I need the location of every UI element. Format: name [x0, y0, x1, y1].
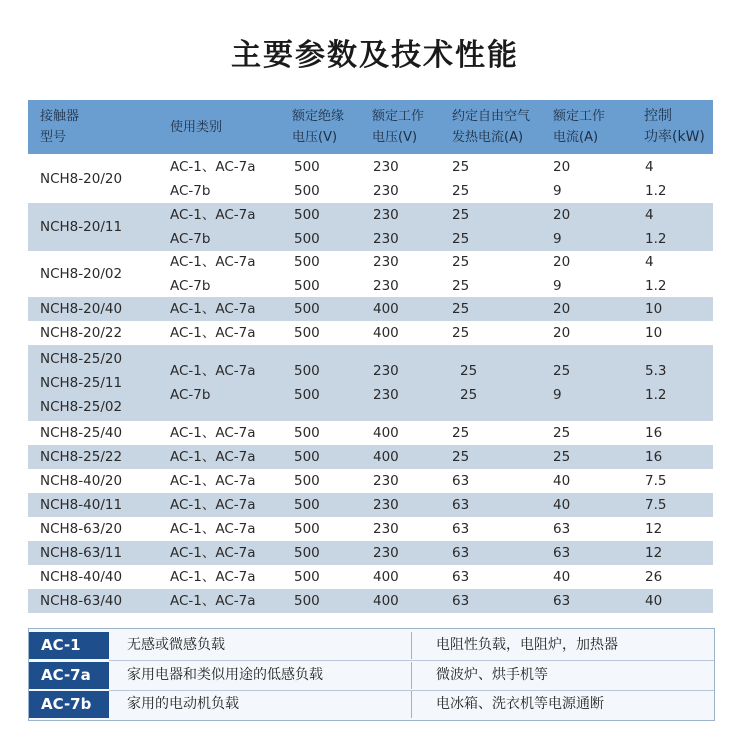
cell-working-voltage: 230 — [373, 497, 399, 513]
cell-working-voltage: 230 — [373, 387, 399, 403]
cell-thermal-current: 25 — [452, 301, 470, 317]
cell-working-current: 9 — [553, 387, 562, 403]
cell-model: NCH8-25/20 — [40, 351, 123, 367]
cell-thermal-current: 25 — [452, 325, 470, 341]
cell-working-current: 25 — [553, 425, 571, 441]
cell-category: AC-1、AC-7a — [170, 325, 256, 341]
table-row — [28, 541, 713, 565]
cell-power: 7.5 — [645, 497, 667, 513]
cell-model: NCH8-25/22 — [40, 449, 123, 465]
table-row — [28, 155, 713, 203]
category-legend — [28, 628, 715, 721]
legend-row — [29, 662, 714, 689]
cell-working-voltage: 400 — [373, 449, 399, 465]
legend-application: 电阻性负载，电阻炉，加热器 — [411, 632, 714, 659]
legend-application: 电冰箱、洗衣机等电源通断 — [411, 691, 714, 718]
table-row — [28, 445, 713, 469]
cell-working-voltage: 230 — [373, 159, 399, 175]
cell-insulation-voltage: 500 — [294, 569, 320, 585]
cell-thermal-current: 25 — [452, 278, 470, 294]
cell-thermal-current: 25 — [452, 254, 470, 270]
table-row — [28, 321, 713, 345]
cell-model: NCH8-25/40 — [40, 425, 123, 441]
cell-category: AC-1、AC-7a — [170, 569, 256, 585]
cell-category: AC-1、AC-7a — [170, 545, 256, 561]
cell-power: 16 — [645, 425, 663, 441]
cell-model: NCH8-40/20 — [40, 473, 123, 489]
cell-power: 1.2 — [645, 387, 667, 403]
cell-working-current: 25 — [553, 363, 571, 379]
cell-working-current: 25 — [553, 449, 571, 465]
header-insulation-voltage: 额定绝缘 电压(V) — [292, 109, 345, 145]
cell-thermal-current: 63 — [452, 569, 470, 585]
cell-insulation-voltage: 500 — [294, 207, 320, 223]
cell-thermal-current: 63 — [452, 545, 470, 561]
table-row — [28, 589, 713, 613]
cell-model: NCH8-25/11 — [40, 375, 123, 391]
cell-insulation-voltage: 500 — [294, 363, 320, 379]
cell-category: AC-1、AC-7a — [170, 207, 256, 223]
legend-application: 微波炉、烘手机等 — [411, 662, 714, 689]
header-working-current: 额定工作 电流(A) — [553, 109, 606, 145]
cell-insulation-voltage: 500 — [294, 545, 320, 561]
cell-working-voltage: 230 — [373, 278, 399, 294]
header-category: 使用类别 — [170, 120, 223, 135]
cell-thermal-current: 25 — [452, 159, 470, 175]
cell-insulation-voltage: 500 — [294, 473, 320, 489]
table-row — [28, 345, 713, 421]
cell-category: AC-7b — [170, 278, 211, 294]
cell-model: NCH8-25/02 — [40, 399, 123, 415]
cell-category: AC-7b — [170, 183, 211, 199]
cell-thermal-current: 25 — [452, 183, 470, 199]
cell-insulation-voltage: 500 — [294, 497, 320, 513]
cell-power: 7.5 — [645, 473, 667, 489]
cell-category: AC-1、AC-7a — [170, 521, 256, 537]
header-power: 控制 功率(kW) — [644, 108, 705, 145]
cell-insulation-voltage: 500 — [294, 278, 320, 294]
cell-working-current: 40 — [553, 569, 571, 585]
cell-working-current: 20 — [553, 207, 571, 223]
cell-power: 1.2 — [645, 278, 667, 294]
table-row — [28, 565, 713, 589]
cell-working-voltage: 400 — [373, 325, 399, 341]
cell-working-current: 20 — [553, 301, 571, 317]
cell-power: 1.2 — [645, 231, 667, 247]
table-row — [28, 251, 713, 297]
cell-thermal-current: 63 — [452, 521, 470, 537]
legend-description: 家用电器和类似用途的低感负载 — [127, 667, 323, 683]
cell-working-current: 20 — [553, 159, 571, 175]
cell-model: NCH8-20/02 — [40, 266, 123, 282]
cell-working-voltage: 230 — [373, 521, 399, 537]
cell-model: NCH8-20/40 — [40, 301, 123, 317]
cell-working-voltage: 400 — [373, 301, 399, 317]
cell-insulation-voltage: 500 — [294, 301, 320, 317]
legend-row — [29, 632, 714, 659]
cell-category: AC-1、AC-7a — [170, 497, 256, 513]
cell-power: 26 — [645, 569, 663, 585]
cell-working-current: 40 — [553, 473, 571, 489]
cell-category: AC-7b — [170, 231, 211, 247]
header-thermal-current: 约定自由空气 发热电流(A) — [452, 109, 531, 145]
cell-category: AC-1、AC-7a — [170, 301, 256, 317]
cell-model: NCH8-63/40 — [40, 593, 123, 609]
table-row — [28, 203, 713, 251]
cell-category: AC-7b — [170, 387, 211, 403]
cell-insulation-voltage: 500 — [294, 231, 320, 247]
cell-power: 12 — [645, 545, 663, 561]
cell-thermal-current: 25 — [460, 387, 478, 403]
page-title: 主要参数及技术性能 — [231, 38, 519, 73]
cell-thermal-current: 63 — [452, 473, 470, 489]
cell-category: AC-1、AC-7a — [170, 593, 256, 609]
cell-thermal-current: 25 — [452, 425, 470, 441]
cell-power: 10 — [645, 325, 663, 341]
cell-working-current: 63 — [553, 521, 571, 537]
cell-working-voltage: 230 — [373, 473, 399, 489]
cell-model: NCH8-20/20 — [40, 171, 123, 187]
legend-row — [29, 691, 714, 718]
table-header — [28, 100, 713, 154]
cell-power: 4 — [645, 254, 654, 270]
cell-insulation-voltage: 500 — [294, 387, 320, 403]
cell-insulation-voltage: 500 — [294, 325, 320, 341]
cell-model: NCH8-20/22 — [40, 325, 123, 341]
legend-description: 无感或微感负载 — [127, 637, 225, 653]
cell-working-voltage: 230 — [373, 545, 399, 561]
cell-power: 4 — [645, 207, 654, 223]
cell-category: AC-1、AC-7a — [170, 473, 256, 489]
cell-working-current: 9 — [553, 231, 562, 247]
table-row — [28, 517, 713, 541]
cell-working-current: 9 — [553, 278, 562, 294]
cell-working-voltage: 400 — [373, 569, 399, 585]
cell-model: NCH8-20/11 — [40, 219, 123, 235]
cell-category: AC-1、AC-7a — [170, 449, 256, 465]
header-model: 接触器 型号 — [40, 109, 80, 145]
cell-category: AC-1、AC-7a — [170, 159, 256, 175]
cell-insulation-voltage: 500 — [294, 425, 320, 441]
table-row — [28, 297, 713, 321]
legend-code: AC-7b — [29, 691, 109, 718]
cell-working-voltage: 230 — [373, 231, 399, 247]
legend-code: AC-1 — [29, 632, 109, 659]
cell-insulation-voltage: 500 — [294, 254, 320, 270]
cell-model: NCH8-40/11 — [40, 497, 123, 513]
cell-power: 5.3 — [645, 363, 667, 379]
cell-thermal-current: 25 — [460, 363, 478, 379]
cell-category: AC-1、AC-7a — [170, 363, 256, 379]
legend-divider — [109, 660, 714, 661]
cell-insulation-voltage: 500 — [294, 183, 320, 199]
cell-power: 16 — [645, 449, 663, 465]
cell-power: 4 — [645, 159, 654, 175]
cell-category: AC-1、AC-7a — [170, 425, 256, 441]
legend-description: 家用的电动机负载 — [127, 696, 239, 712]
header-working-voltage: 额定工作 电压(V) — [372, 109, 425, 145]
cell-insulation-voltage: 500 — [294, 449, 320, 465]
cell-insulation-voltage: 500 — [294, 521, 320, 537]
table-row — [28, 421, 713, 445]
cell-model: NCH8-63/11 — [40, 545, 123, 561]
cell-working-current: 63 — [553, 593, 571, 609]
cell-working-current: 20 — [553, 254, 571, 270]
cell-thermal-current: 63 — [452, 593, 470, 609]
cell-thermal-current: 25 — [452, 231, 470, 247]
cell-insulation-voltage: 500 — [294, 593, 320, 609]
cell-working-voltage: 230 — [373, 363, 399, 379]
cell-working-current: 9 — [553, 183, 562, 199]
cell-power: 12 — [645, 521, 663, 537]
cell-power: 40 — [645, 593, 663, 609]
cell-working-voltage: 400 — [373, 593, 399, 609]
cell-thermal-current: 63 — [452, 497, 470, 513]
cell-working-current: 40 — [553, 497, 571, 513]
table-row — [28, 469, 713, 493]
cell-working-voltage: 230 — [373, 254, 399, 270]
cell-working-voltage: 400 — [373, 425, 399, 441]
cell-category: AC-1、AC-7a — [170, 254, 256, 270]
cell-thermal-current: 25 — [452, 449, 470, 465]
cell-model: NCH8-40/40 — [40, 569, 123, 585]
cell-working-current: 20 — [553, 325, 571, 341]
cell-working-voltage: 230 — [373, 183, 399, 199]
cell-power: 10 — [645, 301, 663, 317]
cell-insulation-voltage: 500 — [294, 159, 320, 175]
cell-working-voltage: 230 — [373, 207, 399, 223]
cell-working-current: 63 — [553, 545, 571, 561]
legend-code: AC-7a — [29, 662, 109, 689]
cell-model: NCH8-63/20 — [40, 521, 123, 537]
table-row — [28, 493, 713, 517]
cell-thermal-current: 25 — [452, 207, 470, 223]
cell-power: 1.2 — [645, 183, 667, 199]
